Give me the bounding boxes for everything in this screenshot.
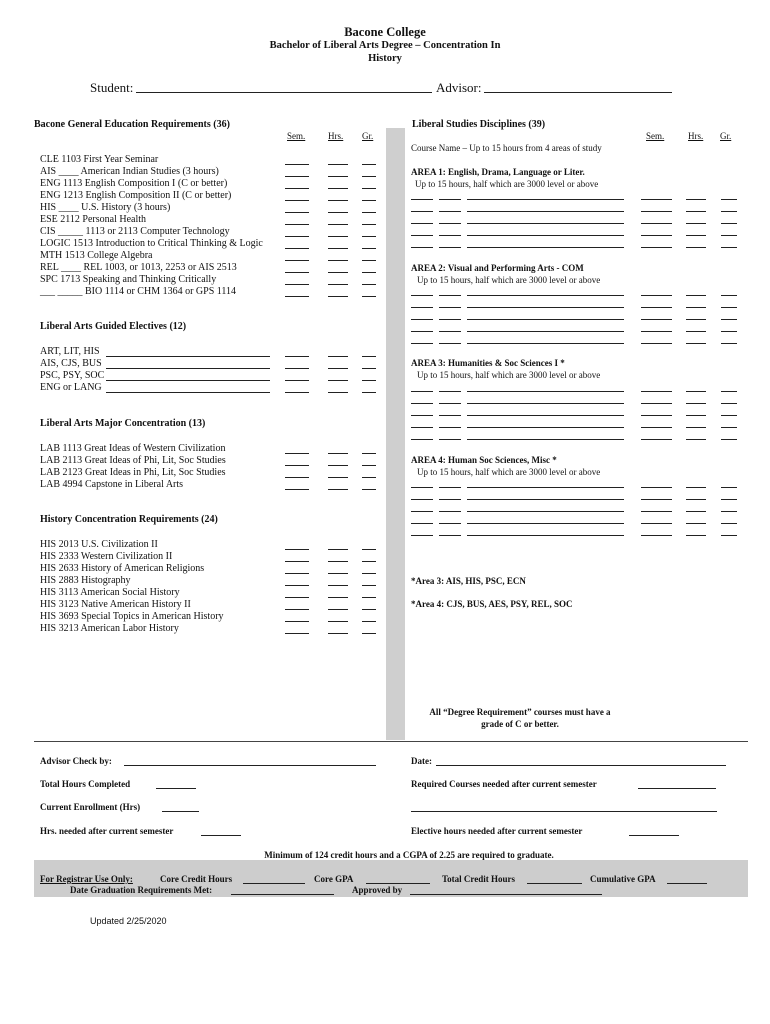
sem-field[interactable]	[641, 391, 672, 392]
dept-field[interactable]	[411, 199, 433, 200]
date-met-field[interactable]	[231, 894, 334, 895]
hrs-field[interactable]	[686, 331, 706, 332]
sem-field[interactable]	[641, 235, 672, 236]
grade-field[interactable]	[721, 535, 737, 536]
course-num-field[interactable]	[439, 415, 461, 416]
course-name-field[interactable]	[467, 211, 624, 212]
column-divider	[386, 128, 405, 740]
hrs-field[interactable]	[328, 284, 348, 285]
sem-field[interactable]	[641, 511, 672, 512]
course-num-field[interactable]	[439, 343, 461, 344]
grade-field[interactable]	[721, 511, 737, 512]
grade-field[interactable]	[362, 368, 376, 369]
cumulative-gpa-field[interactable]	[667, 883, 707, 884]
grade-field[interactable]	[362, 597, 376, 598]
dept-field[interactable]	[411, 247, 433, 248]
advisor-field[interactable]	[484, 92, 672, 93]
sem-field[interactable]	[285, 453, 309, 454]
sem-field[interactable]	[285, 380, 309, 381]
core-credit-label: Core Credit Hours	[160, 874, 233, 884]
hrs-field[interactable]	[328, 176, 348, 177]
course-num-field[interactable]	[439, 319, 461, 320]
hrs-field[interactable]	[686, 307, 706, 308]
course-name-field[interactable]	[467, 427, 624, 428]
grade-field[interactable]	[721, 295, 737, 296]
course-name-field[interactable]	[467, 223, 624, 224]
minimum-requirement: Minimum of 124 credit hours and a CGPA of 2.25 are required to graduate.	[264, 850, 554, 860]
grade-field[interactable]	[362, 489, 376, 490]
course-name-field[interactable]	[467, 391, 624, 392]
sem-field[interactable]	[641, 247, 672, 248]
course-num-field[interactable]	[439, 235, 461, 236]
total-hours-field[interactable]	[156, 788, 196, 789]
col-sem-right: Sem.	[646, 131, 665, 141]
course-row-label: PSC, PSY, SOC	[40, 370, 105, 381]
sem-field[interactable]	[285, 272, 309, 273]
grade-field[interactable]	[362, 200, 376, 201]
hrs-field[interactable]	[328, 453, 348, 454]
course-num-field[interactable]	[439, 511, 461, 512]
gen-ed-title: Bacone General Education Requirements (36)	[34, 119, 230, 130]
course-row-label: CLE 1103 First Year Seminar	[40, 154, 159, 165]
course-name-field[interactable]	[467, 439, 624, 440]
grade-field[interactable]	[362, 585, 376, 586]
grade-field[interactable]	[362, 573, 376, 574]
dept-field[interactable]	[411, 511, 433, 512]
hrs-field[interactable]	[328, 212, 348, 213]
sem-field[interactable]	[285, 164, 309, 165]
course-num-field[interactable]	[439, 427, 461, 428]
hrs-field[interactable]	[328, 236, 348, 237]
course-row-label: HIS 2883 Histography	[40, 575, 131, 586]
hrs-field[interactable]	[328, 248, 348, 249]
concentration-title: History	[368, 53, 402, 64]
sem-field[interactable]	[285, 465, 309, 466]
course-row-label: SPC 1713 Speaking and Thinking Critically	[40, 274, 217, 285]
total-credit-field[interactable]	[527, 883, 582, 884]
dept-field[interactable]	[411, 295, 433, 296]
dept-field[interactable]	[411, 487, 433, 488]
course-row-label: ENG 1113 English Composition I (C or better)	[40, 178, 228, 189]
sem-field[interactable]	[285, 392, 309, 393]
approved-by-label: Approved by	[352, 885, 403, 895]
col-gr-left: Gr.	[362, 131, 374, 141]
grade-field[interactable]	[362, 609, 376, 610]
course-name-field[interactable]	[467, 487, 624, 488]
hrs-field[interactable]	[328, 164, 348, 165]
hrs-field[interactable]	[686, 343, 706, 344]
hrs-field[interactable]	[328, 380, 348, 381]
advisor-check-label: Advisor Check by:	[40, 756, 112, 766]
course-row-label: LAB 2113 Great Ideas of Phi, Lit, Soc Studies	[40, 455, 226, 466]
sem-field[interactable]	[641, 523, 672, 524]
course-num-field[interactable]	[439, 295, 461, 296]
hrs-field[interactable]	[328, 477, 348, 478]
course-name-field[interactable]	[467, 535, 624, 536]
approved-by-field[interactable]	[410, 894, 602, 895]
sem-field[interactable]	[285, 248, 309, 249]
grade-field[interactable]	[362, 380, 376, 381]
course-row-label: CIS _____ 1113 or 2113 Computer Technology	[40, 226, 230, 237]
col-sem-left: Sem.	[287, 131, 306, 141]
course-row-label: HIS 2633 History of American Religions	[40, 563, 205, 574]
sem-field[interactable]	[285, 260, 309, 261]
hrs-field[interactable]	[328, 296, 348, 297]
dept-field[interactable]	[411, 223, 433, 224]
course-row-label: HIS 3123 Native American History II	[40, 599, 191, 610]
grade-field[interactable]	[721, 415, 737, 416]
course-num-field[interactable]	[439, 211, 461, 212]
major-title: Liberal Arts Major Concentration (13)	[40, 418, 206, 429]
core-gpa-field[interactable]	[366, 883, 430, 884]
dept-field[interactable]	[411, 331, 433, 332]
elective-course-field[interactable]	[106, 356, 270, 357]
sem-field[interactable]	[285, 477, 309, 478]
course-num-field[interactable]	[439, 403, 461, 404]
course-row-label: ESE 2112 Personal Health	[40, 214, 147, 225]
elective-course-field[interactable]	[106, 380, 270, 381]
hrs-field[interactable]	[328, 549, 348, 550]
course-name-field[interactable]	[467, 295, 624, 296]
hrs-field[interactable]	[328, 465, 348, 466]
elective-course-field[interactable]	[106, 368, 270, 369]
hrs-field[interactable]	[686, 403, 706, 404]
grade-field[interactable]	[721, 343, 737, 344]
course-row-label: ENG or LANG	[40, 382, 102, 393]
grade-field[interactable]	[362, 296, 376, 297]
registrar-label: For Registrar Use Only:	[40, 874, 133, 884]
hrs-field[interactable]	[686, 415, 706, 416]
core-credit-field[interactable]	[243, 883, 305, 884]
hrs-field[interactable]	[686, 499, 706, 500]
grade-field[interactable]	[362, 392, 376, 393]
course-name-field[interactable]	[467, 331, 624, 332]
degree-title: Bachelor of Liberal Arts Degree – Concentration In	[269, 40, 501, 51]
area3-title: AREA 3: Humanities & Soc Sciences I *	[411, 358, 565, 368]
sem-field[interactable]	[641, 223, 672, 224]
sem-field[interactable]	[641, 331, 672, 332]
area1-title: AREA 1: English, Drama, Language or Liter.	[411, 167, 585, 177]
lsd-title: Liberal Studies Disciplines (39)	[412, 119, 546, 130]
hrs-field[interactable]	[686, 439, 706, 440]
course-name-field[interactable]	[467, 415, 624, 416]
elective-hours-field[interactable]	[629, 835, 679, 836]
course-name-field[interactable]	[467, 523, 624, 524]
area4-sub: Up to 15 hours, half which are 3000 level or above	[417, 467, 601, 477]
grade-field[interactable]	[721, 403, 737, 404]
course-num-field[interactable]	[439, 535, 461, 536]
total-hours-label: Total Hours Completed	[40, 779, 131, 789]
sem-field[interactable]	[285, 284, 309, 285]
hrs-field[interactable]	[686, 523, 706, 524]
course-name-field[interactable]	[467, 235, 624, 236]
course-num-field[interactable]	[439, 499, 461, 500]
col-hrs-left: Hrs.	[328, 131, 344, 141]
sem-field[interactable]	[285, 633, 309, 634]
course-num-field[interactable]	[439, 391, 461, 392]
student-field[interactable]	[136, 92, 432, 93]
hrs-field[interactable]	[328, 260, 348, 261]
course-name-note: Course Name – Up to 15 hours from 4 areas of study	[411, 143, 602, 153]
course-row-label: LAB 2123 Great Ideas in Phi, Lit, Soc Studies	[40, 467, 226, 478]
hrs-field[interactable]	[328, 368, 348, 369]
col-hrs-right: Hrs.	[688, 131, 704, 141]
hrs-field[interactable]	[686, 235, 706, 236]
date-label: Date:	[411, 756, 432, 766]
history-title: History Concentration Requirements (24)	[40, 514, 218, 525]
grade-field[interactable]	[721, 523, 737, 524]
grade-field[interactable]	[362, 236, 376, 237]
hrs-field[interactable]	[328, 573, 348, 574]
course-name-field[interactable]	[467, 403, 624, 404]
sem-field[interactable]	[285, 573, 309, 574]
hrs-field[interactable]	[686, 199, 706, 200]
sem-field[interactable]	[285, 236, 309, 237]
course-name-field[interactable]	[467, 247, 624, 248]
sem-field[interactable]	[285, 176, 309, 177]
sem-field[interactable]	[285, 561, 309, 562]
hrs-field[interactable]	[328, 356, 348, 357]
hrs-field[interactable]	[686, 535, 706, 536]
dept-field[interactable]	[411, 403, 433, 404]
grade-field[interactable]	[362, 284, 376, 285]
course-name-field[interactable]	[467, 307, 624, 308]
course-name-field[interactable]	[467, 319, 624, 320]
grade-field[interactable]	[721, 247, 737, 248]
hrs-needed-field[interactable]	[201, 835, 241, 836]
course-row-label: HIS 2013 U.S. Civilization II	[40, 539, 158, 550]
sem-field[interactable]	[641, 499, 672, 500]
sem-field[interactable]	[285, 212, 309, 213]
sem-field[interactable]	[285, 356, 309, 357]
dept-field[interactable]	[411, 415, 433, 416]
course-row-label: LOGIC 1513 Introduction to Critical Thinking & Logic	[40, 238, 263, 249]
course-row-label: HIS ____ U.S. History (3 hours)	[40, 202, 171, 213]
dept-field[interactable]	[411, 523, 433, 524]
core-gpa-label: Core GPA	[314, 874, 354, 884]
guided-title: Liberal Arts Guided Electives (12)	[40, 321, 187, 332]
date-field[interactable]	[436, 765, 726, 766]
sem-field[interactable]	[285, 549, 309, 550]
date-met-label: Date Graduation Requirements Met:	[70, 885, 213, 895]
updated-date: Updated 2/25/2020	[90, 916, 167, 926]
grade-field[interactable]	[362, 248, 376, 249]
grade-field[interactable]	[362, 212, 376, 213]
area1-sub: Up to 15 hours, half which are 3000 level or above	[415, 179, 599, 189]
hrs-field[interactable]	[328, 200, 348, 201]
grade-field[interactable]	[721, 331, 737, 332]
sem-field[interactable]	[641, 439, 672, 440]
dept-field[interactable]	[411, 343, 433, 344]
course-num-field[interactable]	[439, 199, 461, 200]
sem-field[interactable]	[641, 535, 672, 536]
dept-field[interactable]	[411, 211, 433, 212]
student-label: Student:	[90, 80, 134, 95]
hrs-field[interactable]	[328, 597, 348, 598]
hrs-field[interactable]	[686, 487, 706, 488]
advisor-label: Advisor:	[436, 80, 482, 95]
area3-sub: Up to 15 hours, half which are 3000 level or above	[417, 370, 601, 380]
grade-field[interactable]	[721, 439, 737, 440]
grade-field[interactable]	[362, 633, 376, 634]
sem-field[interactable]	[285, 200, 309, 201]
hrs-field[interactable]	[328, 392, 348, 393]
grade-field[interactable]	[721, 199, 737, 200]
area4-note: *Area 4: CJS, BUS, AES, PSY, REL, SOC	[411, 599, 573, 609]
area2-title: AREA 2: Visual and Performing Arts - COM	[411, 263, 584, 273]
hrs-field[interactable]	[328, 489, 348, 490]
degree-note-line2: grade of C or better.	[481, 719, 559, 729]
sem-field[interactable]	[641, 199, 672, 200]
grade-field[interactable]	[721, 319, 737, 320]
area4-title: AREA 4: Human Soc Sciences, Misc *	[411, 455, 557, 465]
sem-field[interactable]	[641, 415, 672, 416]
grade-field[interactable]	[362, 561, 376, 562]
hrs-field[interactable]	[328, 609, 348, 610]
sem-field[interactable]	[285, 609, 309, 610]
total-credit-label: Total Credit Hours	[442, 874, 516, 884]
current-enrollment-field[interactable]	[162, 811, 199, 812]
grade-field[interactable]	[362, 188, 376, 189]
sem-field[interactable]	[641, 487, 672, 488]
elective-course-field[interactable]	[106, 392, 270, 393]
advisor-check-field[interactable]	[124, 765, 376, 766]
grade-field[interactable]	[362, 176, 376, 177]
hrs-field[interactable]	[328, 561, 348, 562]
course-num-field[interactable]	[439, 223, 461, 224]
dept-field[interactable]	[411, 391, 433, 392]
grade-field[interactable]	[362, 224, 376, 225]
grade-field[interactable]	[721, 499, 737, 500]
course-name-field[interactable]	[467, 511, 624, 512]
cumulative-gpa-label: Cumulative GPA	[590, 874, 656, 884]
grade-field[interactable]	[362, 465, 376, 466]
course-row-label: HIS 3213 American Labor History	[40, 623, 179, 634]
dept-field[interactable]	[411, 535, 433, 536]
required-courses-label: Required Courses needed after current semester	[411, 779, 597, 789]
hrs-field[interactable]	[328, 188, 348, 189]
course-name-field[interactable]	[467, 343, 624, 344]
sem-field[interactable]	[641, 307, 672, 308]
hrs-field[interactable]	[328, 272, 348, 273]
footer-divider	[34, 741, 748, 742]
course-row-label: HIS 2333 Western Civilization II	[40, 551, 173, 562]
grade-field[interactable]	[721, 391, 737, 392]
course-num-field[interactable]	[439, 331, 461, 332]
college-name: Bacone College	[344, 25, 426, 39]
course-row-label: AIS ____ American Indian Studies (3 hours)	[40, 166, 219, 177]
hrs-field[interactable]	[686, 427, 706, 428]
sem-field[interactable]	[285, 597, 309, 598]
sem-field[interactable]	[285, 585, 309, 586]
dept-field[interactable]	[411, 319, 433, 320]
grade-field[interactable]	[721, 487, 737, 488]
hrs-field[interactable]	[686, 211, 706, 212]
hrs-field[interactable]	[328, 621, 348, 622]
grade-field[interactable]	[721, 427, 737, 428]
required-courses-line2[interactable]	[411, 811, 717, 812]
course-row-label: HIS 3113 American Social History	[40, 587, 180, 598]
sem-field[interactable]	[641, 211, 672, 212]
sem-field[interactable]	[285, 224, 309, 225]
area2-sub: Up to 15 hours, half which are 3000 level or above	[417, 275, 601, 285]
sem-field[interactable]	[641, 427, 672, 428]
sem-field[interactable]	[285, 621, 309, 622]
grade-field[interactable]	[721, 211, 737, 212]
hrs-field[interactable]	[686, 391, 706, 392]
sem-field[interactable]	[641, 403, 672, 404]
hrs-field[interactable]	[328, 585, 348, 586]
course-row-label: AIS, CJS, BUS	[40, 358, 102, 369]
grade-field[interactable]	[362, 477, 376, 478]
grade-field[interactable]	[362, 272, 376, 273]
hrs-field[interactable]	[686, 319, 706, 320]
course-num-field[interactable]	[439, 439, 461, 440]
course-row-label: REL ____ REL 1003, or 1013, 2253 or AIS 2513	[40, 262, 237, 273]
dept-field[interactable]	[411, 307, 433, 308]
course-num-field[interactable]	[439, 523, 461, 524]
course-row-label: MTH 1513 College Algebra	[40, 250, 153, 261]
course-num-field[interactable]	[439, 307, 461, 308]
dept-field[interactable]	[411, 235, 433, 236]
course-name-field[interactable]	[467, 199, 624, 200]
hrs-field[interactable]	[328, 633, 348, 634]
grade-field[interactable]	[362, 356, 376, 357]
dept-field[interactable]	[411, 499, 433, 500]
grade-field[interactable]	[362, 549, 376, 550]
sem-field[interactable]	[285, 296, 309, 297]
hrs-field[interactable]	[686, 511, 706, 512]
degree-note-line1: All “Degree Requirement” courses must have a	[429, 707, 611, 717]
grade-field[interactable]	[362, 164, 376, 165]
area3-note: *Area 3: AIS, HIS, PSC, ECN	[411, 576, 526, 586]
course-row-label: ENG 1213 English Composition II (C or better)	[40, 190, 232, 201]
sem-field[interactable]	[641, 295, 672, 296]
hrs-needed-label: Hrs. needed after current semester	[40, 826, 174, 836]
dept-field[interactable]	[411, 427, 433, 428]
sem-field[interactable]	[285, 188, 309, 189]
grade-field[interactable]	[362, 260, 376, 261]
course-row-label: ART, LIT, HIS	[40, 346, 100, 357]
course-row-label: LAB 1113 Great Ideas of Western Civilization	[40, 443, 226, 454]
hrs-field[interactable]	[686, 223, 706, 224]
current-enrollment-label: Current Enrollment (Hrs)	[40, 802, 141, 812]
grade-field[interactable]	[721, 223, 737, 224]
grade-field[interactable]	[721, 235, 737, 236]
grade-field[interactable]	[362, 621, 376, 622]
required-courses-field[interactable]	[638, 788, 716, 789]
sem-field[interactable]	[641, 319, 672, 320]
sem-field[interactable]	[641, 343, 672, 344]
hrs-field[interactable]	[328, 224, 348, 225]
course-row-label: ___ _____ BIO 1114 or CHM 1364 or GPS 1114	[40, 286, 237, 297]
grade-field[interactable]	[721, 307, 737, 308]
hrs-field[interactable]	[686, 247, 706, 248]
course-num-field[interactable]	[439, 247, 461, 248]
col-gr-right: Gr.	[720, 131, 732, 141]
course-row-label: LAB 4994 Capstone in Liberal Arts	[40, 479, 184, 490]
course-row-label: HIS 3693 Special Topics in American History	[40, 611, 224, 622]
grade-field[interactable]	[362, 453, 376, 454]
course-name-field[interactable]	[467, 499, 624, 500]
dept-field[interactable]	[411, 439, 433, 440]
sem-field[interactable]	[285, 489, 309, 490]
course-num-field[interactable]	[439, 487, 461, 488]
sem-field[interactable]	[285, 368, 309, 369]
elective-hours-label: Elective hours needed after current semester	[411, 826, 583, 836]
hrs-field[interactable]	[686, 295, 706, 296]
